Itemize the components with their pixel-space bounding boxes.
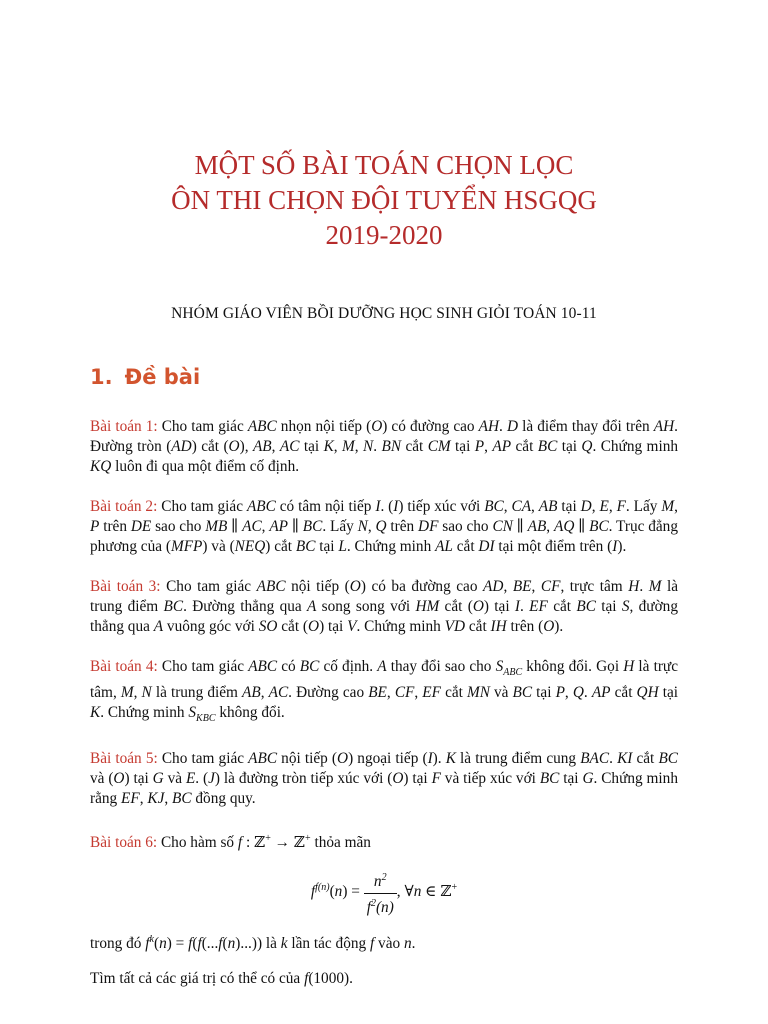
problem-label: Bài toán 5: [90, 750, 158, 768]
problem-label: Bài toán 1: [90, 418, 158, 435]
problem-2: Bài toán 2: Cho tam giác ABC có tâm nội tiếp I. (I) tiếp xúc với BC, CA, AB tại D, E, F. Lấy M, P trên DE sao cho MB ∥ AC, AP ∥ BC. Lấy N, Q trên DF sao cho CN ∥ AB, AQ ∥ BC. Trục đẳng phương của (MFP) và (NEQ) cắt BC tại L. Chứng minh AL cắt DI tại một điểm trên (I). [90, 498, 678, 555]
fraction: $\frac{n^2}{f^2(n)}$ [364, 868, 397, 917]
problem-3: Bài toán 3: Cho tam giác ABC nội tiếp (O) có ba đường cao AD, BE, CF, trực tâm H. M là trung điểm BC. Đường thẳng qua A song song với HM cắt (O) tại I. EF cắt BC tại S, đường thẳng qua A vuông góc với SO cắt (O) tại V. Chứng minh VD cắt IH trên (O). [90, 578, 679, 635]
section-heading [90, 365, 678, 389]
section-title: Đề bài [124, 365, 201, 389]
title-line-3: 2019-2020 [325, 220, 443, 250]
document-page [90, 0, 678, 989]
problem-label: Bài toán 4: [90, 658, 158, 675]
problem-5: Bài toán 5: Cho tam giác ABC nội tiếp (O) ngoại tiếp (I). K là trung điểm cung BAC. KI cắt BC và (O) tại G và E. (J) là đường tròn tiếp xúc với (O) tại F và tiếp xúc với BC tại G. Chứng minh rằng EF, KJ, BC đồng quy. [90, 750, 678, 808]
problem-label: Bài toán 3: [90, 578, 161, 595]
problem-label: Bài toán 6: [90, 834, 158, 852]
functional-equation: $f^{f(n)}(n)$ = $\frac{n^2}{f^2(n)}$ , ∀n ∈ ℤ+ [90, 868, 678, 920]
section-number: 1. [90, 365, 113, 389]
problem-1: Bài toán 1: Cho tam giác ABC nhọn nội tiếp (O) có đường cao AH. D là điểm thay đổi trên AH. Đường tròn (AD) cắt (O), AB, AC tại K, M, N. BN cắt CM tại P, AP cắt BC tại Q. Chứng minh KQ luôn đi qua một điểm cố định. [90, 418, 679, 475]
problem-4: Bài toán 4: Cho tam giác ABC có BC cố định. A thay đổi sao cho $S_{ABC}$ không đổi. Gọi H là trực tâm, M, N là trung điểm AB, AC. Đường cao BE, CF, EF cắt MN và BC tại P, Q. AP cắt QH tại K. Chứng minh $S_{KBC}$ không đổi. [90, 658, 679, 725]
title-line-1: MỘT SỐ BÀI TOÁN CHỌN LỌC [194, 150, 574, 180]
authors: NHÓM GIÁO VIÊN BỒI DƯỠNG HỌC SINH GIỎI TOÁN 10-11 [171, 305, 597, 322]
question-line: Tìm tất cả các giá trị có thể có của f(1000). [90, 969, 353, 987]
document-title [90, 148, 678, 253]
problem-label: Bài toán 2: [90, 498, 158, 515]
title-line-2: ÔN THI CHỌN ĐỘI TUYỂN HSGQG [171, 185, 597, 215]
definition-line: trong đó $f^k(n) = f(f(...f(n)...))$ là k lần tác động f vào n. [90, 934, 416, 953]
problem-6: Bài toán 6: Cho hàm số f : ℤ+ → ℤ+ thỏa mãn [90, 833, 371, 852]
